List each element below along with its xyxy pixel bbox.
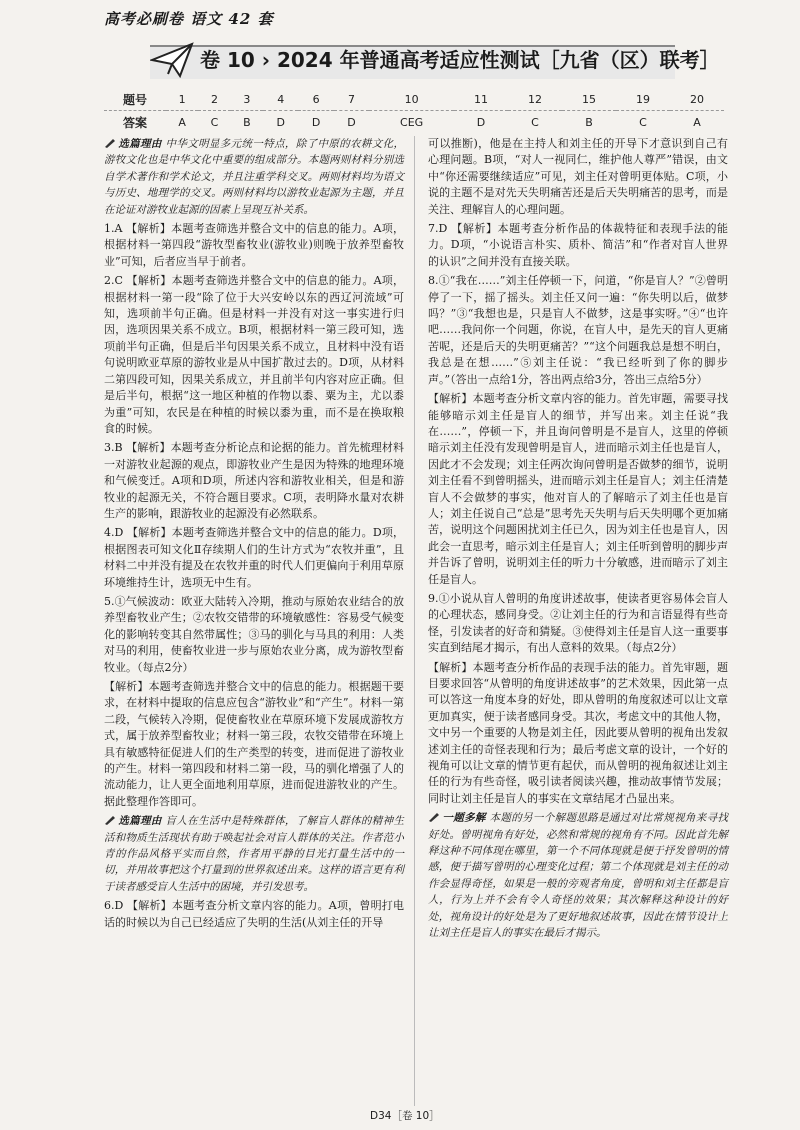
question-number: 2 (198, 88, 231, 111)
answer-2: 2.C 【解析】本题考查筛选并整合文中的信息的能力。A项，根据材料一第一段“除了位于大兴安岭以东的西辽河流域”可知，选项前半句正确。但是材料一并没有对这一事实进行归因，选项因果关系不成立。B项，根据材料一第三段可知，选项前半句正确，但是后半句因果关系不成立，且材料中没有语句说明欧亚草原的游牧业是从中国扩散过去的。D项，从材料二第四段可知，因果关系成立，并且前半句内容对应正确。但是后半句，根据“这一地区种植的作物以黍、粟为主，尤以黍为重”可知，农民是在种植的时候以黍为重，而不是在换取粮食的时候。 (104, 274, 404, 435)
paper-title: 卷 10 › 2024 年普通高考适应性测试［九省（区）联考］ (200, 48, 720, 72)
row-label: 答案 (122, 115, 147, 130)
question-number: 10 (369, 88, 454, 111)
answer-table-row-numbers (104, 88, 724, 111)
note-tag: 一题多解 (442, 812, 486, 825)
answer-cell: C (531, 115, 539, 129)
answer-9-analysis: 【解析】本题考查分析作品的表现手法的能力。首先审题，题目要求回答“从曾明的角度讲述故事”的艺术效果，因此第一点可以答这一角度本身的好处，即从曾明的角度叙述可以让文章更加真实，便于读者感同身受。其次，考虑文中的其他人物，文中另一个重要的人物是刘主任，因此要从曾明的视角出发叙述刘主任的奇怪表现和行为；最后考虑文章的设计，一个好的视角可以让文章的情节更有起伏，而从曾明的视角叙述让刘主任的行为有些奇怪，吸引读者阅读兴趣，推动故事情节发展；同时让刘主任是盲人的事实在文章结尾才凸显出来。 (428, 660, 728, 805)
answer-5-analysis: 【解析】本题考查筛选并整合文中的信息的能力。根据题干要求，在材料中提取的信息应包含“游牧业”和“产生”。材料一第二段，气候转入冷期，促使畜牧业在草原环境下发展成游牧方式，属于放养型畜牧业；材料一第三段，农牧交错带在环境上具有敏感特征促进人们的生产类型的转变，进而促进了游牧业的产生。材料一第四段和材料二第一段，马的驯化增强了人的流动能力，让人更全面地利用草原，进而促进游牧业的产生。据此整理作答即可。 (104, 680, 404, 808)
question-number: 15 (562, 88, 616, 111)
question-number: 12 (508, 88, 562, 111)
question-number: 4 (263, 88, 298, 111)
answer-8: 8.①“我在……”刘主任停顿一下，问道，“你是盲人？”②曾明停了一下，摇了摇头。刘主任又问一遍：“你失明以后，做梦吗？”③“我想也是，只是盲人不做梦，这是事实呀。”④“也许吧……我问你一个问题，你说，在盲人中，是先天的盲人更痛苦呢，还是后天的失明更痛苦？”“这个问题我总是想不明白，我总是在想……”⑤刘主任说：“我已经听到了你的脚步声。”（答出一点给1分，答出两点给3分，答出三点给5分） (428, 274, 728, 386)
answer-5: 5.①气候波动：欧亚大陆转入冷期，推动与原始农业结合的放养型畜牧业产生；②农牧交错带的环境敏感性：容易受气候变化的影响转变其自然带属性；③马的驯化与马具的利用：人类对马的利用，使畜牧业进一步与原始农业分离，成为游牧型畜牧业。（每点2分） (104, 594, 404, 674)
question-number: 6 (298, 88, 333, 111)
answer-cell: D (347, 115, 356, 129)
answer-8-analysis: 【解析】本题考查分析文章内容的能力。首先审题，需要寻找能够暗示刘主任是盲人的细节，并写出来。刘主任说“我在……”，停顿一下，并且询问曾明是不是盲人，这里的停顿暗示刘主任没有发现曾明是盲人，进而暗示刘主任也是盲人，因此才不会发现；刘主任两次询问曾明是否做梦的细节，说明刘主任看不到曾明摇头，进而暗示刘主任是盲人；刘主任清楚盲人不会做梦的事实，他对盲人的了解暗示了刘主任也是盲人；刘主任说自己“总是”思考先天失明与后天失明哪个更加痛苦，说明这个问题困扰刘主任已久，因为刘主任也是盲人，因此会一直思考，暗示刘主任是盲人；刘主任听到曾明的脚步声并告诉了曾明，说明刘主任的听力十分敏感，进而暗示了刘主任是盲人。 (428, 392, 728, 586)
note-tag: 选篇理由 (118, 138, 162, 150)
answer-cell: D (311, 115, 321, 129)
selection-note (104, 813, 404, 895)
answer-cell: A (693, 115, 701, 129)
answer-cell: D (476, 115, 486, 129)
answer-cell: D (276, 115, 285, 129)
note-text: 盲人在生活中是特殊群体，了解盲人群体的精神生活和物质生活现状有助于唤起社会对盲人群体的关注。作者范小青的作品风格平实而自然，作者用平静的目光打量生活中的一切，并用故事把这个打量到的世界叙述出来。这样的语言更有利于读者感受盲人生活中的困境，并引发思考。 (104, 815, 405, 893)
left-column (104, 136, 404, 934)
answer-6-continued: 可以推断)，他是在主持人和刘主任的开导下才意识到自己有心理问题。B项，“对人一视同仁，维护他人尊严”错误，由文中“你还需要继续适应”可见，刘主任对曾明更体贴。C项，小说的主题不是对先天失明痛苦还是后天失明痛苦的思考，而是关注、理解盲人的心理问题。 (428, 137, 728, 216)
page-number: D34［卷 10］ (370, 1110, 440, 1122)
answer-4: 4.D 【解析】本题考查筛选并整合文中的信息的能力。D项，根据图表可知文化Ⅱ存续期人们的生计方式为“农牧并重”，且材料二中并没有提及在农牧并重的时代人们更偏向于利用草原环境维持生计，选项无中生有。 (104, 526, 404, 589)
question-number: 1 (166, 88, 198, 111)
answer-cell: B (243, 115, 251, 129)
answer-cell: B (585, 115, 593, 129)
pen-icon (104, 815, 116, 825)
pen-icon (104, 138, 116, 148)
answer-9: 9.①小说从盲人曾明的角度讲述故事，使读者更容易体会盲人的心理状态，感同身受。②让刘主任的行为和言语显得有些奇怪，引发读者的好奇和猜疑。③使得刘主任是盲人这一重要事实直到结尾才揭示，有出人意料的效果。（每点2分） (428, 591, 728, 655)
pen-icon (428, 812, 440, 822)
paper-plane-icon (150, 42, 194, 78)
answer-1: 1.A 【解析】本题考查筛选并整合文中的信息的能力。A项，根据材料一第四段“游牧型畜牧业(游牧业)则晚于放养型畜牧业”可知，后者应当早于前者。 (104, 222, 404, 268)
answer-table (104, 88, 724, 133)
note-text: 中华文明显多元统一特点，除了中原的农耕文化，游牧文化也是中华文化中重要的组成部分。本题两则材料分别选自学术著作和学术论文，并且注重学科交叉。两则材料均为语文与历史、地理学的交叉。两则材料均以游牧业起源为主题，并且在论证对游牧业起源的因素上呈现互补关系。 (104, 138, 405, 216)
question-number: 3 (231, 88, 263, 111)
note-text: 本题的另一个解题思路是通过对比常规视角来寻找好处。曾明视角有好处，必然和常规的视角有不同。因此首先解释这种不同体现在哪里，第一个不同体现就是便于抒发曾明的情感，便于描写曾明的心理变化过程；第二个体现就是刘主任的动作会显得奇怪，如果是一般的旁观者角度，曾明和刘主任都是盲人，行为上并不会有令人奇怪的效果；其次解释这种设计的好处，视角设计的好处是为了更好地叙述故事，因此在情节设计上让刘主任是盲人的事实在最后才揭示。 (428, 812, 729, 940)
question-number: 19 (616, 88, 670, 111)
selection-note (104, 136, 404, 218)
series-title: 高考必刷卷 语文 42 套 (104, 10, 274, 28)
note-tag: 选篇理由 (118, 815, 162, 828)
column-divider (414, 136, 415, 1106)
answer-cell: C (639, 115, 647, 129)
answer-cell: A (178, 115, 186, 129)
answer-cell: C (210, 115, 219, 129)
answer-3: 3.B 【解析】本题考查分析论点和论据的能力。首先梳理材料一对游牧业起源的观点，即游牧业产生是因为特殊的地理环境和气候变迁。A项和D项，所述内容和游牧业相关，但是和游牧业的起源无关，不符合题目要求。C项，表明降水量对农耕生产的影响，跟游牧业的起源没有必然联系。 (104, 441, 404, 520)
question-number: 11 (454, 88, 508, 111)
multi-solution-note (428, 810, 728, 941)
answer-table-row-answers (104, 111, 724, 134)
answer-cell: CEG (400, 115, 424, 129)
answer-7: 7.D 【解析】本题考查分析作品的体裁特征和表现手法的能力。D项，“小说语言朴实、质朴、简洁”和“作者对盲人世界的认识”之间并没有直接关联。 (428, 222, 728, 268)
right-column (428, 136, 728, 945)
row-label: 题号 (104, 88, 166, 111)
question-number: 7 (334, 88, 369, 111)
question-number: 20 (670, 88, 724, 111)
answer-6: 6.D 【解析】本题考查分析文章内容的能力。A项，曾明打电话的时候以为自己已经适应了失明的生活(从刘主任的开导 (104, 899, 404, 929)
